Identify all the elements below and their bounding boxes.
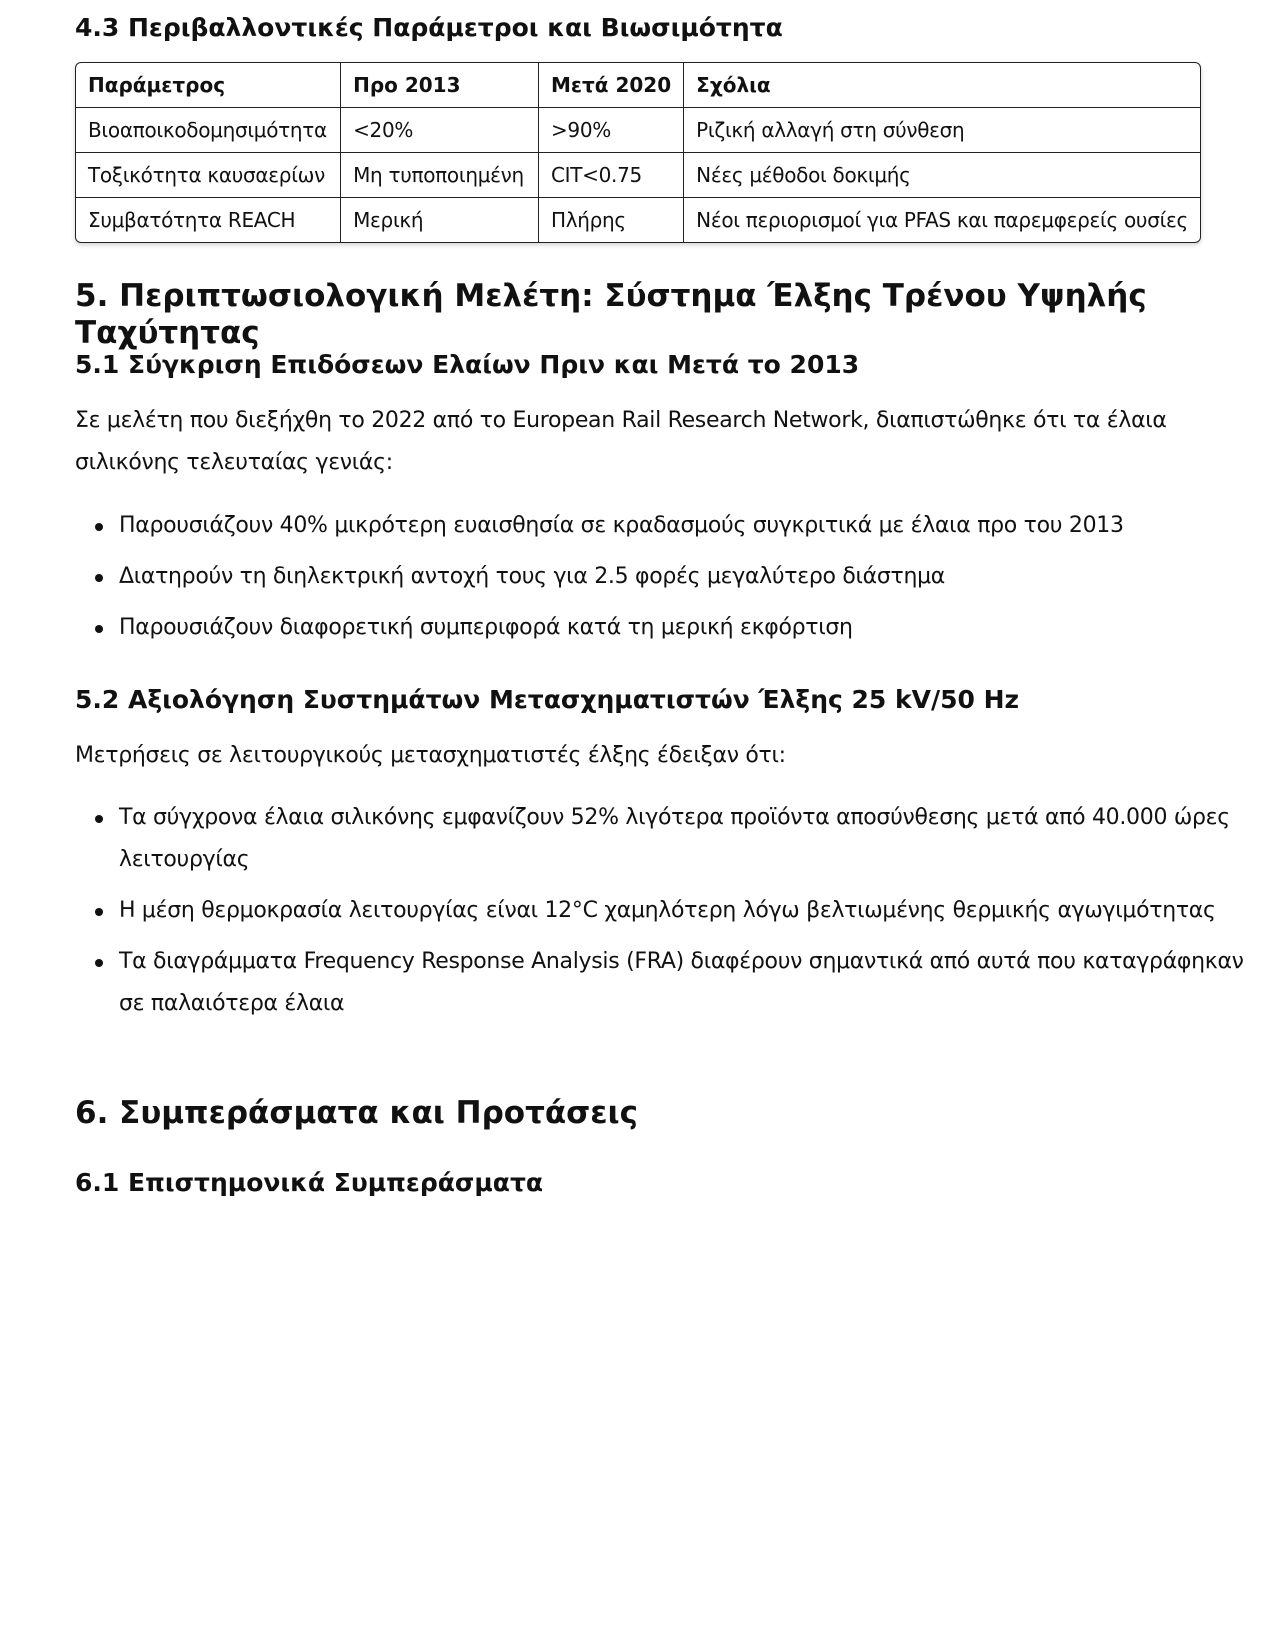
table-header-row (76, 63, 1200, 108)
list-item (119, 797, 1245, 881)
bullet-icon (95, 908, 103, 916)
section-5-1-bullet-list (75, 505, 1245, 658)
table-cell: Μη τυποποιημένη (341, 153, 539, 198)
table-row (76, 108, 1200, 153)
table-cell: Τοξικότητα καυσαερίων (76, 153, 341, 198)
section-5-1-heading: 5.1 Σύγκριση Επιδόσεων Ελαίων Πριν και Μετά το 2013 (75, 350, 860, 379)
table-cell: Μερική (341, 198, 539, 242)
list-item-text: Η μέση θερμοκρασία λειτουργίας είναι 12°C χαμηλότερη λόγω βελτιωμένης θερμικής αγωγιμότητας (119, 898, 1216, 923)
list-item (119, 941, 1245, 1025)
list-item-text: Παρουσιάζουν διαφορετική συμπεριφορά κατά τη μερική εκφόρτιση (119, 615, 853, 640)
table-cell: <20% (341, 108, 539, 153)
list-item (119, 890, 1245, 932)
table-row (76, 198, 1200, 242)
list-item (119, 556, 1245, 598)
table-header-cell: Παράμετρος (76, 63, 341, 108)
table-header-cell: Μετά 2020 (539, 63, 684, 108)
section-5-2-heading: 5.2 Αξιολόγηση Συστημάτων Μετασχηματιστών Έλξης 25 kV/50 Hz (75, 685, 1020, 714)
table-cell: Νέες μέθοδοι δοκιμής (684, 153, 1200, 198)
bullet-icon (95, 574, 103, 582)
list-item-text: Παρουσιάζουν 40% μικρότερη ευαισθησία σε κραδασμούς συγκριτικά με έλαια προ του 2013 (119, 513, 1124, 538)
bullet-icon (95, 523, 103, 531)
section-5-1-paragraph: Σε μελέτη που διεξήχθη το 2022 από το European Rail Research Network, διαπιστώθηκε ότι τα έλαια σιλικόνης τελευταίας γενιάς: (75, 408, 1167, 475)
section-4-3-heading: 4.3 Περιβαλλοντικές Παράμετροι και Βιωσιμότητα (75, 13, 783, 42)
section-5-2-bullet-list (75, 797, 1245, 1034)
table-cell: Πλήρης (539, 198, 684, 242)
table-row (76, 153, 1200, 198)
section-5-heading: 5. Περιπτωσιολογική Μελέτη: Σύστημα Έλξης Τρένου Υψηλής Ταχύτητας (75, 278, 1147, 352)
list-item-text: Διατηρούν τη διηλεκτρική αντοχή τους για 2.5 φορές μεγαλύτερο διάστημα (119, 564, 945, 589)
table-cell: Νέοι περιορισμοί για PFAS και παρεμφερείς ουσίες (696, 208, 1188, 232)
list-item (119, 607, 1245, 649)
table-header-cell: Προ 2013 (341, 63, 539, 108)
section-5-2-paragraph: Μετρήσεις σε λειτουργικούς μετασχηματιστές έλξης έδειξαν ότι: (75, 743, 786, 768)
table-cell: >90% (539, 108, 684, 153)
section-6-1-heading: 6.1 Επιστημονικά Συμπεράσματα (75, 1168, 544, 1197)
bullet-icon (95, 959, 103, 967)
table-cell: Ριζική αλλαγή στη σύνθεση (684, 108, 1200, 153)
list-item-text: Τα διαγράμματα Frequency Response Analysis (FRA) διαφέρουν σημαντικά από αυτά που καταγράφηκαν σε παλαιότερα έλαια (119, 949, 1244, 1016)
table-cell: Συμβατότητα REACH (76, 198, 341, 242)
section-6-heading: 6. Συμπεράσματα και Προτάσεις (75, 1095, 639, 1131)
table-cell: CIT<0.75 (539, 153, 684, 198)
table-cell: Βιοαποικοδομησιμότητα (76, 108, 341, 153)
table-header-cell: Σχόλια (684, 63, 1200, 108)
environmental-parameters-table (75, 62, 1201, 243)
list-item-text: Τα σύγχρονα έλαια σιλικόνης εμφανίζουν 52% λιγότερα προϊόντα αποσύνθεσης μετά από 40.000 ώρες λειτουργίας (119, 805, 1230, 872)
bullet-icon (95, 815, 103, 823)
bullet-icon (95, 625, 103, 633)
list-item (119, 505, 1245, 547)
